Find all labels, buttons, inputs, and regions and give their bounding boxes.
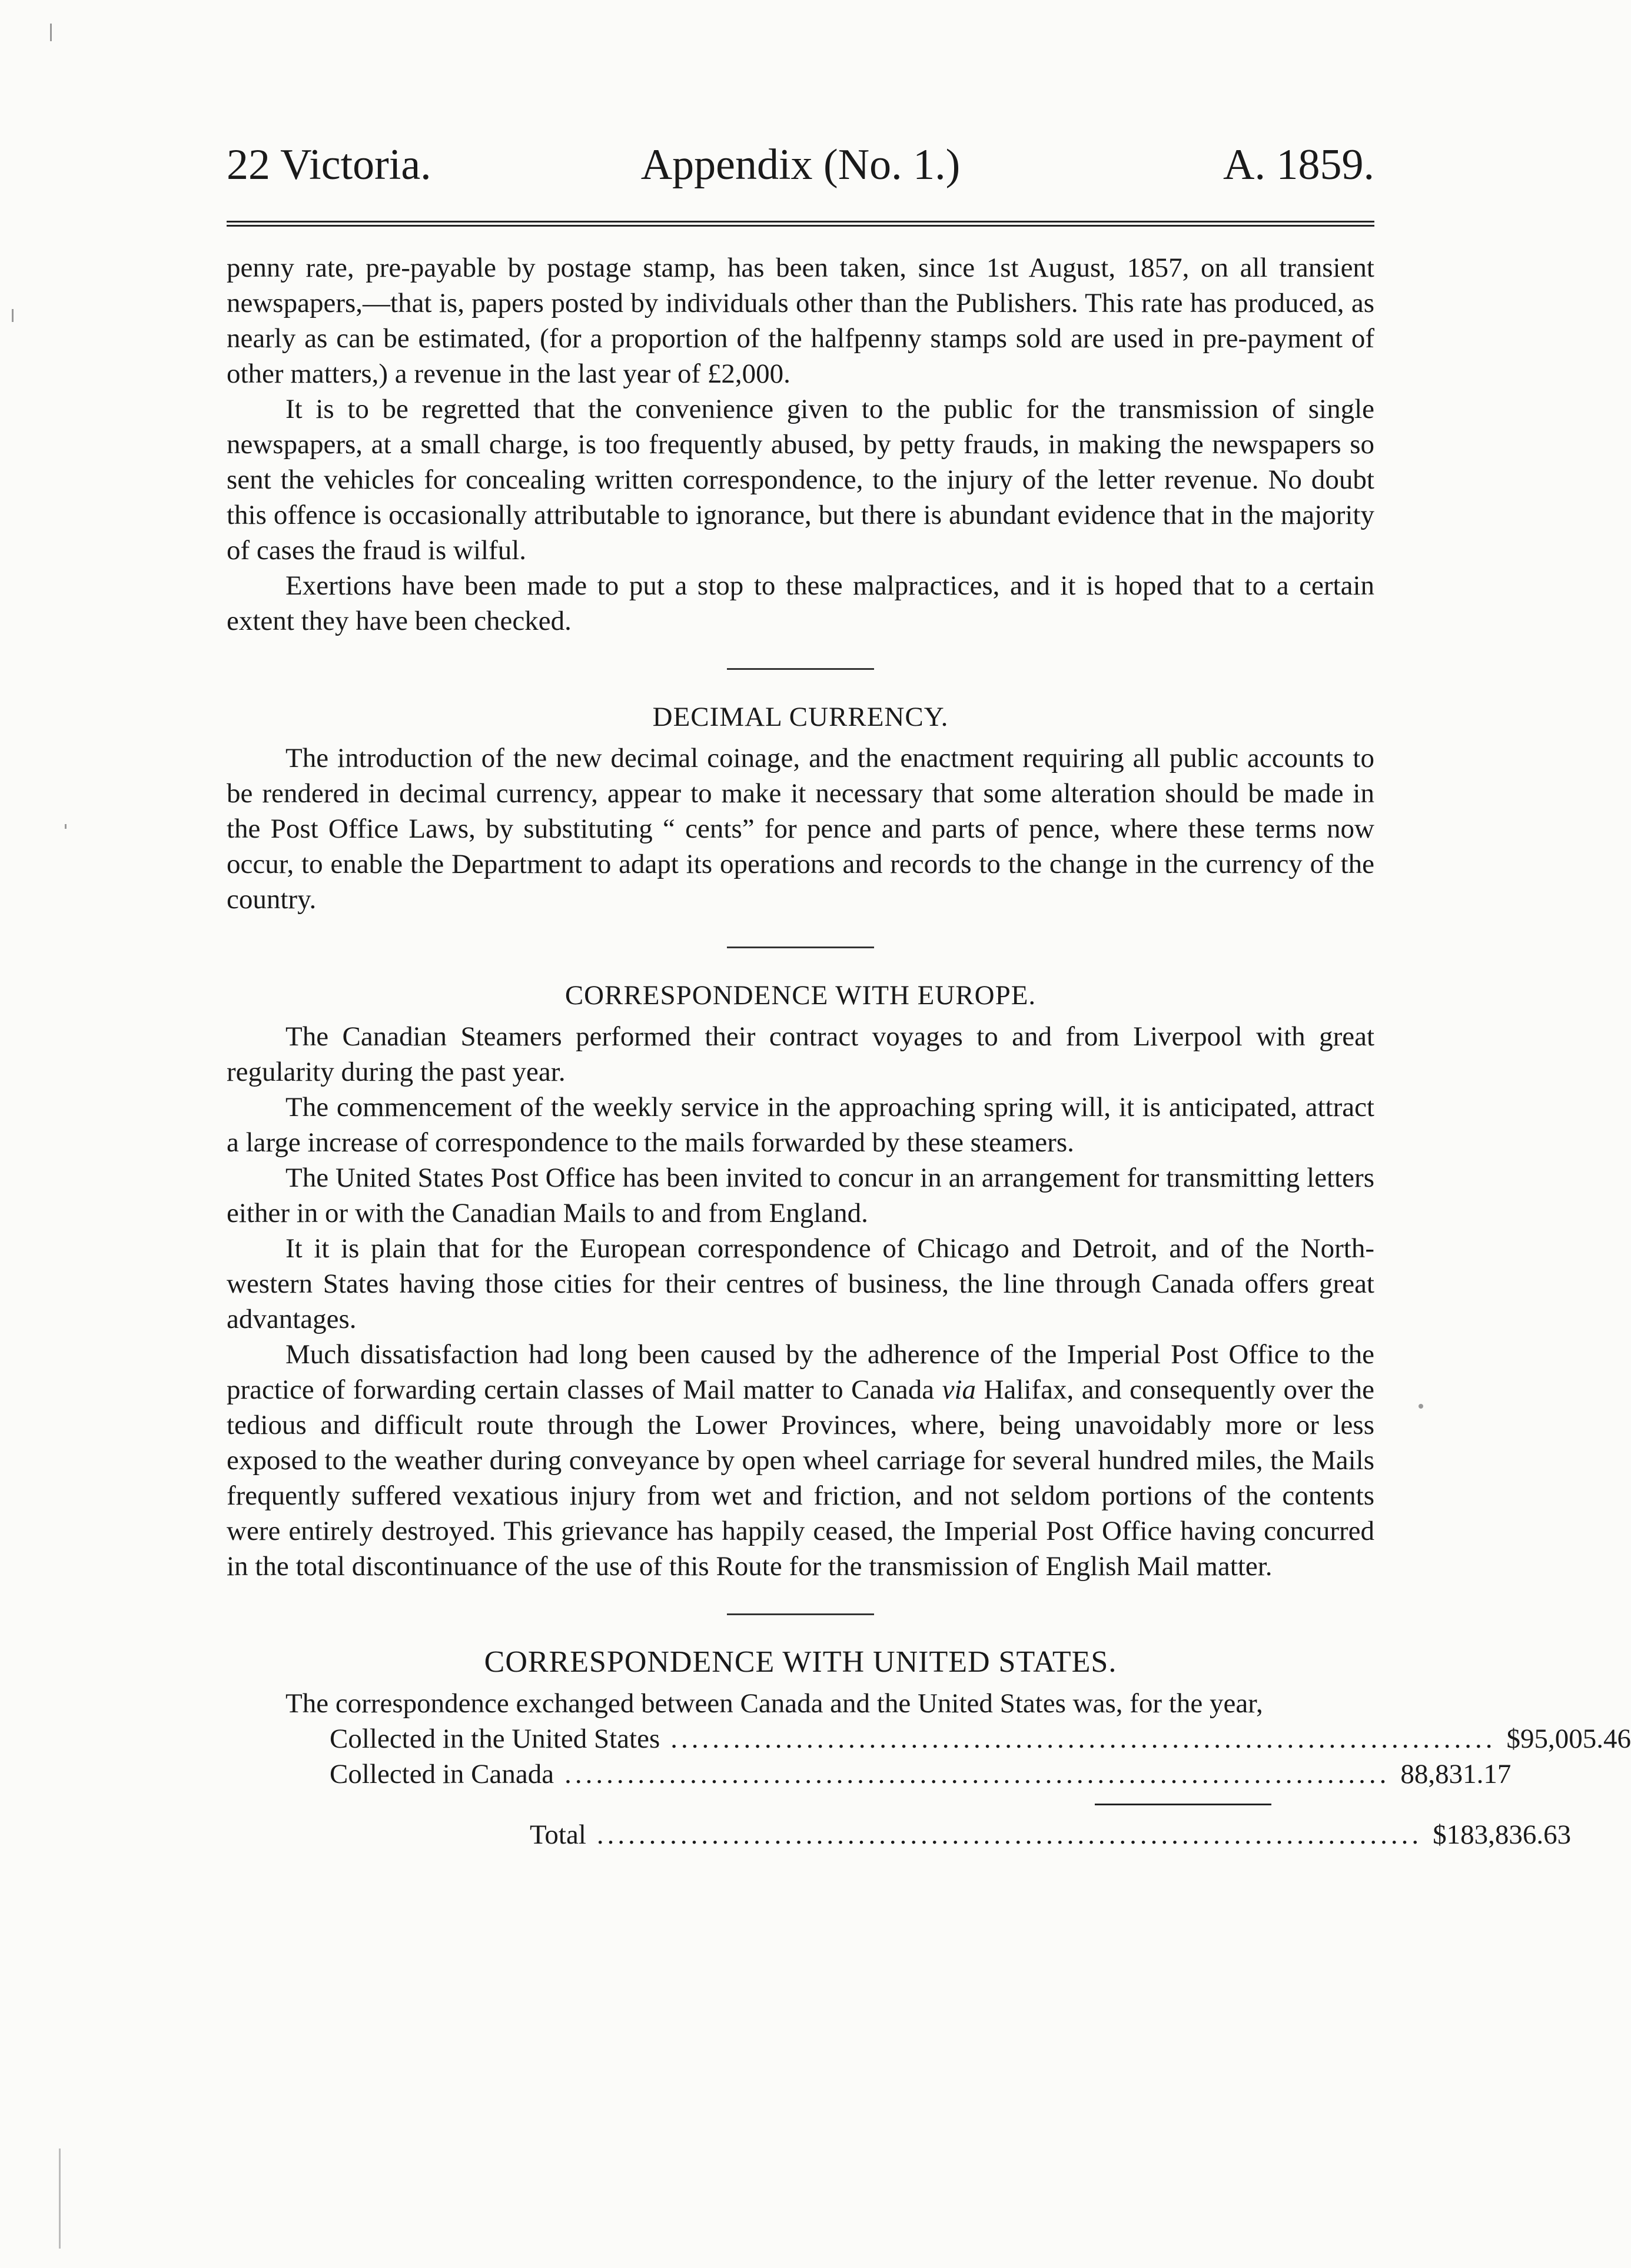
leader-dots: ............................................................................... — [564, 1759, 1390, 1789]
section-heading-decimal: DECIMAL CURRENCY. — [652, 702, 949, 732]
ledger-total-row — [330, 1817, 1572, 1852]
ledger-label: Collected in the United States — [330, 1724, 660, 1754]
header-regnal-year: 22 Victoria. — [227, 141, 431, 189]
leader-dots: ............................................................................... — [596, 1819, 1423, 1850]
intro-paragraph-1: penny rate, pre-payable by postage stamp, has been taken, since 1st August, 1857, on all transient newspapers,—that is, papers posted by individuals other than the Publishers. This rate has produced, as nearly as can be estimated, (for a proportion of the halfpenny stamps sold are used in pre-payment of other matters,) a revenue in the last year of £2,000. — [227, 253, 1374, 389]
europe-paragraph-5-part-a: Much dissatisfaction had long been caused by the adherence of the Imperial Post Office to the practice of forwarding certain classes of Mail matter to Canada — [227, 1339, 1374, 1405]
leader-dots: ............................................................................... — [670, 1724, 1496, 1754]
ledger-amount: 88,831.17 — [1400, 1759, 1512, 1789]
scan-speck — [12, 309, 14, 322]
us-paragraph: The correspondence exchanged between Canada and the United States was, for the year, — [285, 1688, 1263, 1719]
europe-paragraph-3: The United States Post Office has been invited to concur in an arrangement for transmitting letters either in or with the Canadian Mails to and from England. — [227, 1163, 1374, 1228]
scan-speck — [65, 824, 67, 829]
revenue-ledger — [330, 1721, 1631, 1852]
section-divider — [727, 1613, 874, 1615]
section-divider — [727, 668, 874, 670]
total-label: Total — [530, 1819, 586, 1850]
ledger-row — [330, 1756, 1512, 1792]
intro-paragraph-2: It is to be regretted that the convenience given to the public for the transmission of single newspapers, at a small charge, is too frequently abused, by petty frauds, in making the newspapers so sent the vehicles for concealing written correspondence, to the injury of the letter revenue. No doubt this offence is occasionally attributable to ignorance, but there is abundant evidence that in the majority of cases the fraud is wilful. — [227, 394, 1374, 566]
europe-paragraph-5-part-b: Halifax, and consequently over the tedious and difficult route through the Lower Provinces, where, being unavoidably more or less exposed to the weather during conveyance by open wheel carriage for several hundred miles, the Mails frequently suffered vexatious injury from wet and friction, and not seldom portions of the contents were entirely destroyed. This grievance has happily ceased, the Imperial Post Office having concurred in the total discontinuance of the use of this Route for the transmission of English Mail matter. — [227, 1374, 1374, 1582]
decimal-paragraph: The introduction of the new decimal coinage, and the enactment requiring all public accounts to be rendered in decimal currency, appear to make it necessary that some alteration should be made in the Post Office Laws, by substituting “ cents” for pence and parts of pence, where these terms now occur, to enable the Department to adapt its operations and records to the change in the currency of the country. — [227, 743, 1374, 915]
europe-paragraph-1: The Canadian Steamers performed their contract voyages to and from Liverpool with great regularity during the past year. — [227, 1021, 1374, 1087]
section-heading-united-states: CORRESPONDENCE WITH UNITED STATES. — [484, 1645, 1117, 1679]
section-heading-europe: CORRESPONDENCE WITH EUROPE. — [564, 980, 1037, 1011]
total-amount: $183,836.63 — [1433, 1819, 1572, 1850]
ledger-label: Collected in Canada — [330, 1759, 554, 1789]
ledger-amount: $95,005.46 — [1506, 1724, 1631, 1754]
body-text — [227, 250, 1631, 1852]
intro-paragraph-3: Exertions have been made to put a stop to these malpractices, and it is hoped that to a certain extent they have been checked. — [227, 570, 1374, 636]
section-divider — [727, 947, 874, 948]
scan-speck — [50, 24, 52, 41]
via-italic: via — [942, 1374, 976, 1405]
header-year: A. 1859. — [1223, 141, 1374, 189]
running-header — [227, 138, 1374, 191]
europe-paragraph-2: The commencement of the weekly service in the approaching spring will, it is anticipated, attract a large increase of correspondence to the mails forwarded by these steamers. — [227, 1092, 1374, 1158]
sum-rule — [1095, 1804, 1271, 1805]
scan-speck — [59, 2149, 61, 2249]
europe-paragraph-4: It it is plain that for the European correspondence of Chicago and Detroit, and of the North-western States having those cities for their centres of business, the line through Canada offers great advantages. — [227, 1233, 1374, 1334]
header-double-rule — [227, 221, 1374, 227]
header-appendix: Appendix (No. 1.) — [640, 141, 961, 189]
europe-paragraph-5 — [227, 1337, 1374, 1584]
ledger-row — [330, 1721, 1631, 1756]
scan-speck — [1419, 1404, 1423, 1409]
